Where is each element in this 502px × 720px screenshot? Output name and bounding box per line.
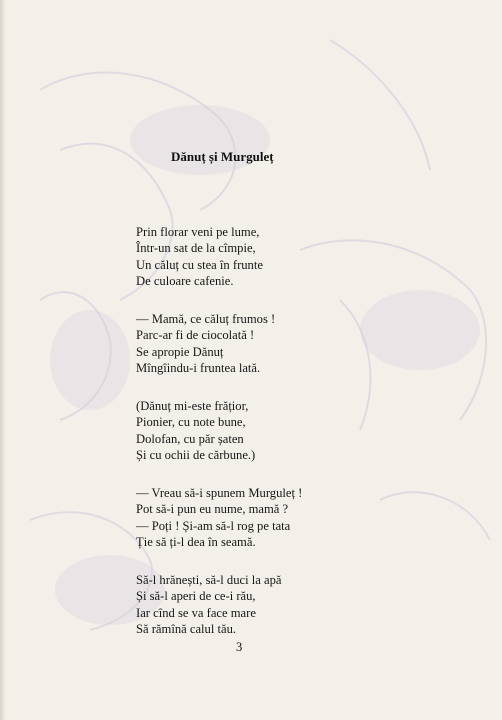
bleed-branch-4 (380, 492, 490, 540)
poem-line: Ție să ți-l dea în seamă. (136, 534, 256, 549)
poem-title: Dănuț și Murguleț (171, 149, 274, 164)
poem-line: — Mamă, ce căluț frumos ! (136, 312, 276, 326)
poem-line: Iar cînd se va face mare (136, 605, 256, 620)
poem-line: Se apropie Dănuț (136, 344, 224, 359)
poem-line: — Poți ! Și-am să-l rog pe tata (136, 518, 291, 533)
poem-line: Dolofan, cu păr șaten (136, 431, 244, 446)
stanza-4 (136, 485, 302, 550)
stanza-5 (136, 572, 281, 637)
stanza-1 (136, 224, 263, 289)
poem-line: — Vreau să-i spunem Murguleț ! (136, 486, 303, 500)
poem-line: (Dănuț mi-este frățior, (136, 399, 249, 413)
poem-line: Pot să-i pun eu nume, mamă ? (136, 502, 289, 517)
poem-line: Să rămînă calul tău. (136, 621, 237, 636)
poem-line: Pionier, cu note bune, (136, 415, 246, 430)
page-number: 3 (236, 640, 243, 654)
poem-line: Și să-l aperi de ce-i rău, (136, 589, 256, 604)
poem-line: Un căluț cu stea în frunte (136, 257, 263, 272)
poem-line: Și cu ochii de cărbune.) (136, 447, 256, 462)
bleed-branch-3 (330, 40, 430, 170)
stanza-3 (136, 398, 255, 463)
poem-line: Parc-ar fi de ciocolată ! (136, 328, 255, 343)
stanza-2 (136, 311, 275, 376)
poem-line: De culoare cafenie. (136, 273, 234, 288)
poem-line: Într-un sat de la cîmpie, (136, 241, 256, 256)
poem-line: Mîngîindu-i fruntea lată. (136, 360, 261, 375)
poem-line: Să-l hrănești, să-l duci la apă (136, 573, 282, 587)
poem-line: Prin florar veni pe lume, (136, 225, 260, 239)
